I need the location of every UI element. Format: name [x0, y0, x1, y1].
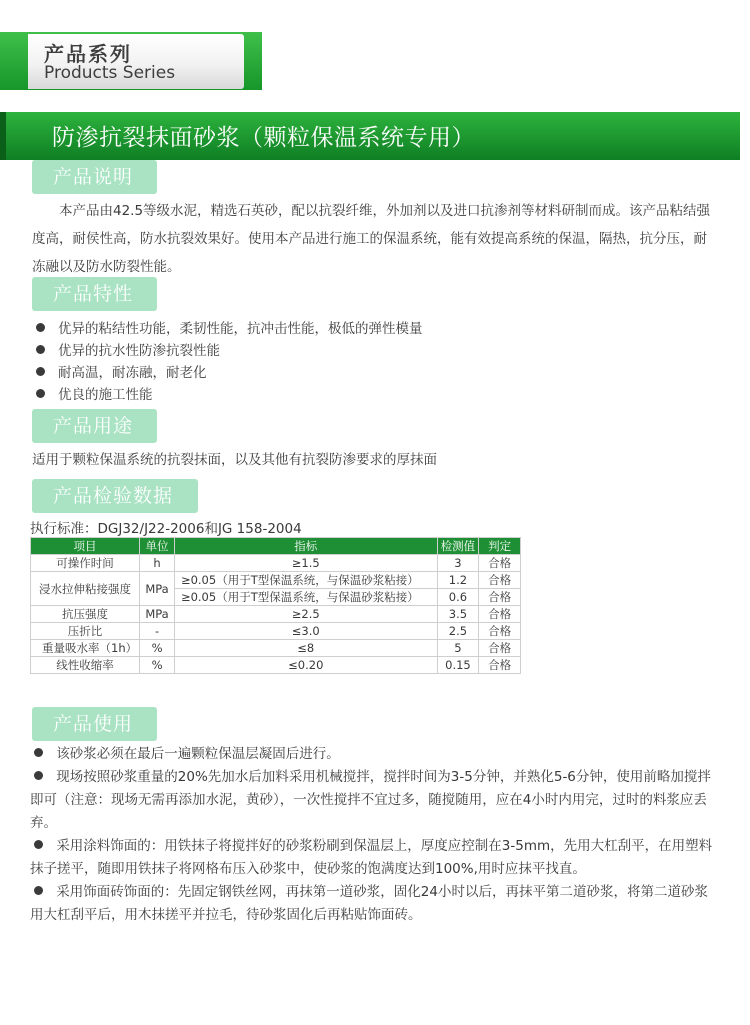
column-header: 单位 [140, 538, 175, 555]
bullet-icon [34, 840, 43, 849]
bullet-icon [36, 389, 45, 398]
column-header: 指标 [174, 538, 437, 555]
description-text: 本产品由42.5等级水泥，精选石英砂，配以抗裂纤维，外加剂以及进口抗渗剂等材料研制而成。该产品粘结强度高，耐侯性高，防水抗裂效果好。使用本产品进行施工的保温系统，能有效提高系统的保温，隔热，抗分压，耐冻融以及防水防裂性能。 [32, 203, 711, 275]
list-item: 优异的抗水性防渗抗裂性能 [36, 340, 716, 362]
product-title: 防渗抗裂抹面砂浆（颗粒保温系统专用） [52, 125, 475, 151]
cell-item: 浸水拉伸粘接强度 [31, 572, 140, 606]
cell-value: 3.5 [437, 606, 479, 623]
table-row [31, 657, 521, 674]
cell-value: 0.6 [437, 589, 479, 606]
cell-item: 抗压强度 [31, 606, 140, 623]
product-title-accent [0, 112, 6, 160]
list-item: 优异的粘结性功能，柔韧性能，抗冲击性能，极低的弹性模量 [36, 318, 716, 340]
table-row [31, 555, 521, 572]
cell-unit: MPa [140, 606, 175, 623]
application-text: 适用于颗粒保温系统的抗裂抹面，以及其他有抗裂防渗要求的厚抹面 [32, 452, 437, 468]
table-row [31, 623, 521, 640]
cell-value: 0.15 [437, 657, 479, 674]
column-header: 判定 [479, 538, 521, 555]
cell-value: 3 [437, 555, 479, 572]
cell-result: 合格 [479, 623, 521, 640]
bullet-icon [34, 771, 43, 780]
cell-result: 合格 [479, 589, 521, 606]
list-item: 该砂浆必须在最后一遍颗粒保温层凝固后进行。 [30, 743, 716, 766]
cell-item: 重量吸水率（1h） [31, 640, 140, 657]
cell-result: 合格 [479, 640, 521, 657]
table-row [31, 572, 521, 589]
section-tag-application: 产品用途 [32, 409, 157, 443]
section-tag-usage: 产品使用 [32, 707, 157, 741]
cell-unit: - [140, 623, 175, 640]
section-tag-description: 产品说明 [32, 160, 157, 194]
cell-unit: % [140, 640, 175, 657]
column-header: 检测值 [437, 538, 479, 555]
list-item: 现场按照砂浆重量的20%先加水后加料采用机械搅拌，搅拌时间为3-5分钟，并熟化5-6分钟，使用前略加搅拌即可（注意：现场无需再添加水泥，黄砂），一次性搅拌不宜过多，随搅随用，应在4小时内用完，过时的料浆应丢弃。 [30, 769, 711, 831]
cell-value: 5 [437, 640, 479, 657]
cell-value: 1.2 [437, 572, 479, 589]
table-row [31, 640, 521, 657]
cell-result: 合格 [479, 572, 521, 589]
list-item: 优良的施工性能 [36, 384, 716, 406]
cell-unit: h [140, 555, 175, 572]
cell-item: 压折比 [31, 623, 140, 640]
cell-result: 合格 [479, 657, 521, 674]
cell-spec: ≥0.05（用于T型保温系统，与保温砂浆粘接） [174, 572, 437, 589]
bullet-icon [34, 748, 43, 757]
series-title-cn: 产品系列 [44, 42, 132, 66]
cell-item: 可操作时间 [31, 555, 140, 572]
section-tag-inspection: 产品检验数据 [32, 479, 198, 513]
cell-unit: MPa [140, 572, 175, 606]
inspection-standard: 执行标准：DGJ32/J22-2006和JG 158-2004 [30, 521, 302, 537]
list-item: 采用涂料饰面的：用铁抹子将搅拌好的砂浆粉刷到保温层上，厚度应控制在3-5mm，先用大杠刮平，在用塑料抹子搓平，随即用铁抹子将网格布压入砂浆中，使砂浆的饱满度达到100%,用时应抹平找直。 [30, 838, 713, 877]
cell-item: 线性收缩率 [31, 657, 140, 674]
list-item: 采用饰面砖饰面的：先固定钢铁丝网，再抹第一道砂浆，固化24小时以后，再抹平第二道砂浆，将第二道砂浆用大杠刮平后，用木抹搓平并拉毛，待砂浆固化后再粘贴饰面砖。 [30, 884, 708, 923]
list-item: 耐高温，耐冻融，耐老化 [36, 362, 716, 384]
bullet-icon [36, 323, 45, 332]
cell-spec: ≥0.05（用于T型保温系统，与保温砂浆粘接） [174, 589, 437, 606]
table-header-row [31, 538, 521, 555]
cell-spec: ≤3.0 [174, 623, 437, 640]
cell-value: 2.5 [437, 623, 479, 640]
cell-result: 合格 [479, 606, 521, 623]
cell-spec: ≤0.20 [174, 657, 437, 674]
column-header: 项目 [31, 538, 140, 555]
cell-spec: ≥1.5 [174, 555, 437, 572]
usage-list [30, 743, 716, 927]
section-tag-features: 产品特性 [32, 277, 157, 311]
inspection-table [30, 537, 521, 674]
cell-spec: ≤8 [174, 640, 437, 657]
cell-result: 合格 [479, 555, 521, 572]
bullet-icon [36, 367, 45, 376]
bullet-icon [36, 345, 45, 354]
features-list [36, 318, 716, 406]
cell-unit: % [140, 657, 175, 674]
bullet-icon [34, 886, 43, 895]
cell-spec: ≥2.5 [174, 606, 437, 623]
table-row [31, 606, 521, 623]
series-title-en: Products Series [44, 63, 176, 83]
